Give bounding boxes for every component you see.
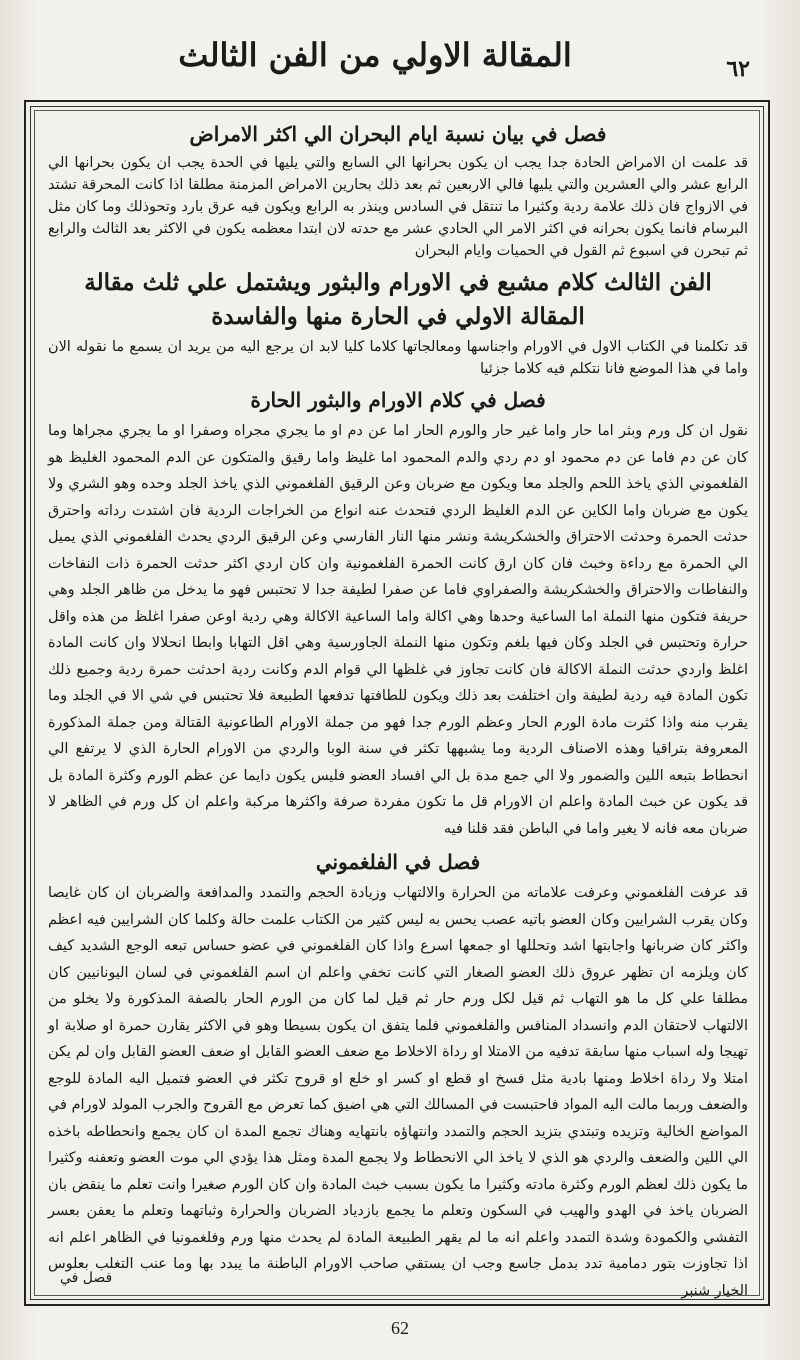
part-heading: الفن الثالث كلام مشبع في الاورام والبثور ويشتمل علي ثلث مقالة (84, 269, 712, 296)
section-paragraph: قد تكلمنا في الكتاب الاول في الاورام واجناسها ومعالجاتها كلاما كليا لابد ان يرجع اليه من يريد ان يسمع ما نقوله الان واما في هذا الموضع فانا نتكلم فيه كلاما جزئيا (48, 339, 748, 377)
section-paragraph: قد عرفت الفلغموني وعرفت علاماته من الحرارة والالتهاب وزيادة الحجم والتمدد والمدافعة والضربان ان كان غايصا وكان يقرب الشرايين وكان العضو باتيه عصب يحس به ليس كثير من الكتاب علمت حالة وكلما كان الشرايين فيه اعظم واكثر كان ضربانها واجابتها اشد وتحللها او جمعها اسرع واذا كان الفلغموني في عضو حساس تبعه الوجع الشديد كيف كان ويلزمه ان تظهر عروق ذلك العضو الصغار التي كانت تخفي واعلم ان اسم الفلغموني في لسان اليونانيين كان مطلقا علي كل ما هو التهاب ثم قيل لكل ورم حار ثم قيل لما كان من الورم الحار بالصفة المذكورة ولا يخلو من الالتهاب لاحتقان الدم وانسداد المنافس والفلغموني فلما يتفق ان يكون بسيطا وهو في الاكثر يقارن حمرة او صلابة او تهيجا وله اسباب منها سابقة تدفيه من الامتلا او رداة الاخلاط مع ضعف العضو القابل او ضعف العضو القابل وان لم يكن امتلا ولا رداة اخلاط ومنها بادية مثل فسخ او قطع او كسر او خلع او قروح تكثر في العضو فتميل اليه المادة للوجع والضعف وربما مالت اليه المواد فاحتبست في المسالك التي هي اضيق كما تعرض مع القروح والجرب المولد لاورام في المواضع الخالية وتزيده وتبتدي بتزيد الحجم والتمدد وانتهاؤه بانتهايه وهناك تجمع المدة ان كان يجمع وانحطاطه باخذه الي اللين والضعف والردي هو الذي لا ياخذ الي الانحطاط ولا يجمع المدة ومثل هذا يؤدي الي موت العضو وتعفنه وكثيرا ما يكون ذلك لعظم الورم وكثرة مادته وكثيرا ما يكون بسبب خبث المادة وان كان الورم صغيرا وانت تعلم ما ينقض بان الضربان ياخذ في الهدو والهيب في السكون وتعلم ما يجمع بازدياد الضربان والحرارة وثباتهما وتعلم ما يعفن بعسر التفشي والكمودة وشدة التمدد واعلم انه ما لم يقهر الطبيعة المادة لم يحدث منها ورم وفلغمونيا في الظاهر اعلم انه اذا تجاوزت بتور دمامية تدد بدمل جاسع وجب ان يستقي صاحب الاورام الباطنة ما يبدد بها وما عنب التغلب بعلوس الخيار شنبر (48, 885, 748, 1299)
chapter-heading: المقالة الاولي في الحارة منها والفاسدة (211, 303, 585, 330)
catchword: فصل في (60, 1270, 113, 1286)
page-header (60, 36, 750, 92)
section-paragraph: نقول ان كل ورم وبثر اما حار واما غير حار والورم الحار اما عن دم او ما يجري مجراه وصفرا او ما يجري مجراها وما كان عن دم فاما عن دم محمود او دم ردي والدم المحمود اما غليظ واما رقيق والمتكون عن الدم المحمود الغليظ هو الفلغموني الذي ياخذ اللحم والجلد معا ويكون مع ضربان وعن الرقيق الفلغموني الذي ياخذ الجلد وحده وهو الشري ولا يكون مع ضربان واما الكاين عن الدم الغليظ الردي فتحدث عنه انواع من الخراجات الردية فان اشتدت رداته واحترق حدثت الحمرة وحدثت الاحتراق والخشكريشة ونشر منها النار الفارسي وعن الرقيق الردي يحدث الفلغموني الذي يميل الي الحمرة مع رداءة وخبث فان كان ارق كانت الحمرة الفلغمونية وان كان اردي اكثر حدثت الحمرة ذات النفاخات والنفاطات والاحتراق والخشكريشة والصفراوي فاما عن صفرا لطيفة جدا لا تحتبس فهو ما يدخل من ظاهر الجلد وهي حريفة فتكون منها النملة اما الساعية وحدها وهي اكالة واما الساعية الاكالة وهي ردية اوعن صفرا اغلظ من هذه واقل حرارة وتحتبس في الجلد وكان فيها بلغم وتكون منها النملة الجاورسية وهي اقل التهابا وابطا انحلالا وان كانت المادة اغلظ واردي حدثت النملة الاكالة فان كانت تجاوز في غلظها الي قوام الدم وكانت ردية احدثت حمرة ردية وجميع ذلك تكون المادة فيه ردية لطيفة وان اختلفت بعد ذلك ويكون للطافتها تدفعها الطبيعة فلا تحتبس في شي الا في الجلد وما يقرب منه واذا كثرت مادة الورم الحار وعظم الورم جدا فهو من جملة الاورام الطاعونية القتالة ومن جملة المذكورة المعروفة بتراقيا وهذه الاصناف الردية وما يشبهها تكثر في سنة الوبا والردي من الاورام الحارة الذي لا يرتفع الي انحطاط بتبعه اللين والضمور ولا الي جمع مدة بل الي افساد العضو فليس يكون دايما عن عظم الورم وكثرة المادة بل قد يكون عن خبث المادة واعلم ان الاورام قل ما تكون مفردة صرفة واكثرها مركبة واعلم ان كل ورم في الظاهر لا ضربان معه فانه لا يغير واما في الباطن فقد قلنا فيه (48, 423, 748, 837)
section-heading: فصل في كلام الاورام والبثور الحارة (250, 388, 546, 412)
running-title: المقالة الاولي من الفن الثالث (178, 36, 572, 74)
text-block (48, 118, 748, 1299)
footer-page-number: 62 (391, 1318, 409, 1338)
section-paragraph: قد علمت ان الامراض الحادة جدا يجب ان يكون بحرانها الي السابع والتي يليها في الحدة يجب ان يكون بحرانها الي الرابع عشر والي العشرين والتي يليها فالي الاربعين ثم بعد ذلك بحارين الامراض المزمنة مطلقا اذا كانت المحرقة تشتد في الازواج فان ذلك علامة ردية وكثيرا ما تنتقل في السادس وينذر به الرابع ويكون فيه عرق بارد وتحوذلك وما كان مثل البرسام فانما يكون بحرانه في اكثر الامر الي الحادي عشر مع حدته لان ابتدا معظمه يكون في الاكثر بعد الثالث والرابع ثم تبحرن في اسبوع ثم القول في الحميات وايام البحران (48, 155, 748, 259)
section-heading: فصل في بيان نسبة ايام البحران الي اكثر الامراض (189, 122, 607, 146)
header-page-number: ٦٢ (726, 56, 750, 81)
section-heading: فصل في الفلغموني (315, 850, 481, 874)
